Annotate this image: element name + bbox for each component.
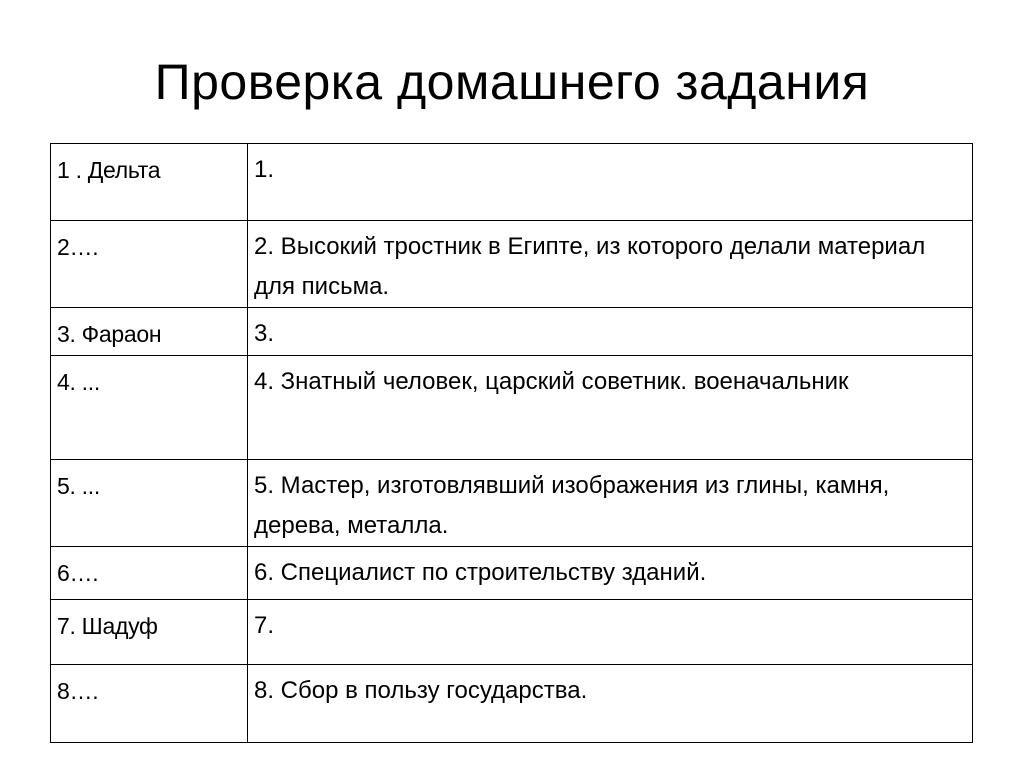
definition-text: 7.	[254, 612, 275, 639]
definition-text: 1.	[254, 156, 275, 183]
slide-title: Проверка домашнего задания	[154, 54, 870, 110]
term-cell	[51, 356, 248, 460]
definition-cell	[248, 221, 973, 308]
definition-cell	[248, 600, 973, 665]
definition-cell	[248, 144, 973, 221]
term-text: 3. Фараон	[57, 321, 162, 347]
definition-text: 2. Высокий тростник в Египте, из которого делали материал для письма.	[254, 233, 926, 300]
term-cell	[51, 221, 248, 308]
table-row	[51, 460, 973, 547]
term-text: 2….	[57, 234, 99, 260]
term-cell	[51, 600, 248, 665]
definition-text: 6. Специалист по строительству зданий.	[254, 559, 707, 586]
definition-text: 8. Сбор в пользу государства.	[254, 677, 588, 704]
definition-text: 3.	[254, 320, 275, 347]
term-text: 4. ...	[57, 369, 100, 395]
term-text: 7. Шадуф	[57, 613, 158, 639]
definition-cell	[248, 665, 973, 743]
term-cell	[51, 144, 248, 221]
definition-cell	[248, 308, 973, 356]
table-row	[51, 547, 973, 600]
definition-text: 5. Мастер, изготовлявший изображения из глины, камня, дерева, металла.	[254, 472, 890, 539]
term-text: 8….	[57, 678, 99, 704]
table-row	[51, 221, 973, 308]
table-row	[51, 356, 973, 460]
table-row	[51, 600, 973, 665]
term-cell	[51, 547, 248, 600]
term-text: 6….	[57, 560, 99, 586]
definition-text: 4. Знатный человек, царский советник. военачальник	[254, 368, 849, 395]
table-row	[51, 308, 973, 356]
definition-cell	[248, 547, 973, 600]
term-cell	[51, 460, 248, 547]
term-cell	[51, 665, 248, 743]
definition-cell	[248, 356, 973, 460]
term-text: 1 . Дельта	[57, 157, 161, 183]
homework-table	[50, 143, 973, 743]
definition-cell	[248, 460, 973, 547]
table-row	[51, 144, 973, 221]
term-cell	[51, 308, 248, 356]
term-text: 5. ...	[57, 473, 100, 499]
table-row	[51, 665, 973, 743]
